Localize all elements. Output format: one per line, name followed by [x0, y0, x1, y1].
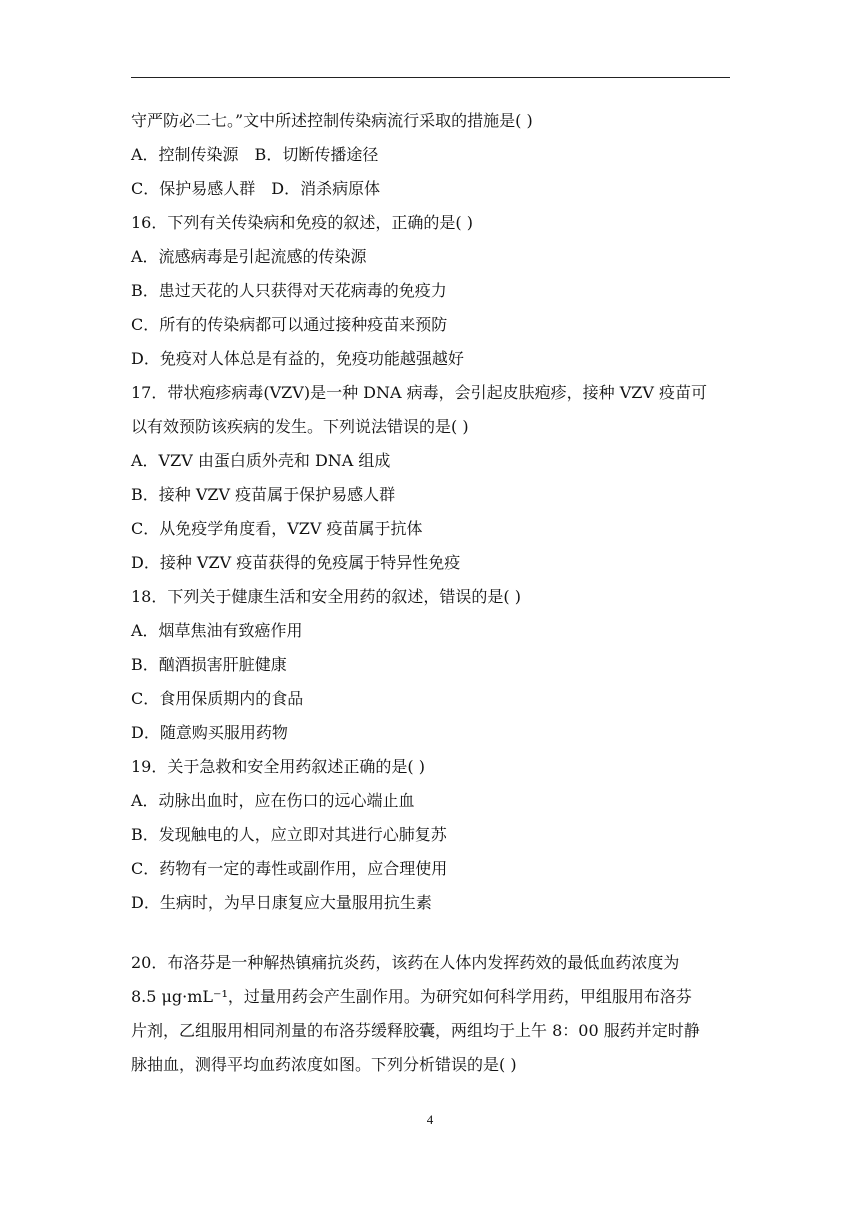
q17-option-a: A．VZV 由蛋白质外壳和 DNA 组成	[131, 451, 391, 470]
q18-option-d: D．随意购买服用药物	[131, 723, 288, 742]
q19-option-a: A．动脉出血时，应在伤口的远心端止血	[131, 791, 415, 810]
section-spacer	[131, 920, 731, 946]
q19-stem: 19．关于急救和安全用药叙述正确的是( )	[131, 757, 425, 776]
q16-option-c: C．所有的传染病都可以通过接种疫苗来预防	[131, 315, 448, 334]
q17-option-c: C．从免疫学角度看，VZV 疫苗属于抗体	[131, 519, 423, 538]
q20-line-2: 8.5 μg·mL⁻¹，过量用药会产生副作用。为研究如何科学用药，甲组服用布洛芬	[131, 987, 692, 1006]
q16-stem: 16．下列有关传染病和免疫的叙述，正确的是( )	[131, 213, 473, 232]
q19-option-d: D．生病时，为早日康复应大量服用抗生素	[131, 893, 432, 912]
q20-line-3: 片剂，乙组服用相同剂量的布洛芬缓释胶囊，两组均于上午 8：00 服药并定时静	[131, 1021, 700, 1040]
question-content	[131, 104, 731, 1082]
q19-option-b: B．发现触电的人，应立即对其进行心肺复苏	[131, 825, 447, 844]
page-number: 4	[426, 1112, 434, 1127]
q18-stem: 18．下列关于健康生活和安全用药的叙述，错误的是( )	[131, 587, 521, 606]
q17-stem-line-1: 17．带状疱疹病毒(VZV)是一种 DNA 病毒，会引起皮肤疱疹，接种 VZV 疫苗可	[131, 383, 708, 402]
q15-options-row-1: A．控制传染源 B．切断传播途径	[131, 145, 379, 164]
q19-option-c: C．药物有一定的毒性或副作用，应合理使用	[131, 859, 448, 878]
q15-options-row-2: C．保护易感人群 D．消杀病原体	[131, 179, 381, 198]
q17-option-b: B．接种 VZV 疫苗属于保护易感人群	[131, 485, 396, 504]
q18-option-a: A．烟草焦油有致癌作用	[131, 621, 303, 640]
header-rule	[131, 77, 730, 78]
q20-line-1: 20．布洛芬是一种解热镇痛抗炎药，该药在人体内发挥药效的最低血药浓度为	[131, 953, 680, 972]
q16-option-b: B．患过天花的人只获得对天花病毒的免疫力	[131, 281, 447, 300]
q17-option-d: D．接种 VZV 疫苗获得的免疫属于特异性免疫	[131, 553, 461, 572]
q18-option-b: B．酗酒损害肝脏健康	[131, 655, 287, 674]
q16-option-d: D．免疫对人体总是有益的，免疫功能越强越好	[131, 349, 464, 368]
q20-line-4: 脉抽血，测得平均血药浓度如图。下列分析错误的是( )	[131, 1055, 517, 1074]
q18-option-c: C．食用保质期内的食品	[131, 689, 304, 708]
q16-option-a: A．流感病毒是引起流感的传染源	[131, 247, 367, 266]
q15-stem-tail: 守严防必二七。”文中所述控制传染病流行采取的措施是( )	[131, 111, 533, 130]
q17-stem-line-2: 以有效预防该疾病的发生。下列说法错误的是( )	[131, 417, 469, 436]
